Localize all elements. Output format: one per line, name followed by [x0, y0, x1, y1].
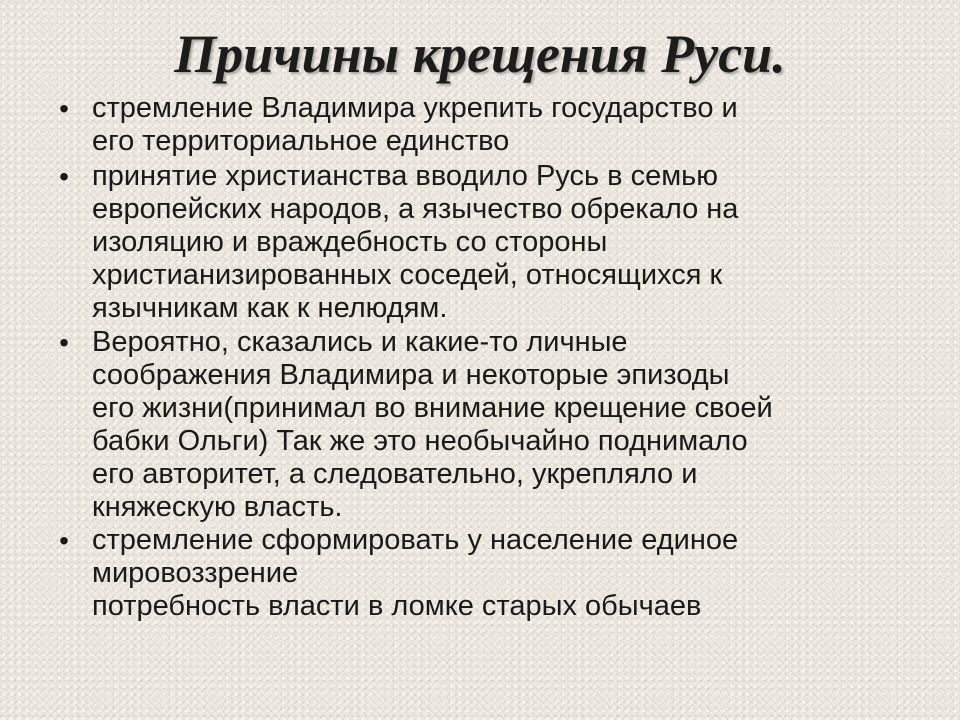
bullet-icon: • [59, 161, 69, 192]
slide-title: Причины крещения Руси. [174, 24, 786, 84]
bullet-item [52, 92, 912, 157]
bullet-text: стремление Владимира укрепить государство и его территориальное единство [92, 92, 738, 157]
bullet-text: стремление сформировать у население единое мировоззрение потребность власти в ломке старых обычаев [92, 524, 739, 622]
bullet-text: Вероятно, сказались и какие-то личные соображения Владимира и некоторые эпизоды его жизни(принимал во внимание крещение своей бабки Ольги) Так же это необычайно поднимало его авторитет, а следовательно, укрепляло и княжескую власть. [92, 326, 773, 523]
bullet-icon: • [59, 327, 69, 358]
bullet-item [52, 326, 912, 523]
bullet-icon: • [59, 525, 69, 556]
bullet-text: принятие христианства вводило Русь в семью европейских народов, а язычество обрекало на изоляцию и враждебность со стороны христианизированных соседей, относящихся к язычникам как к нелюдям. [92, 160, 739, 324]
bullet-item [52, 524, 912, 622]
bullet-item [52, 160, 912, 324]
bullet-icon: • [59, 93, 69, 124]
bullet-list [52, 92, 912, 627]
